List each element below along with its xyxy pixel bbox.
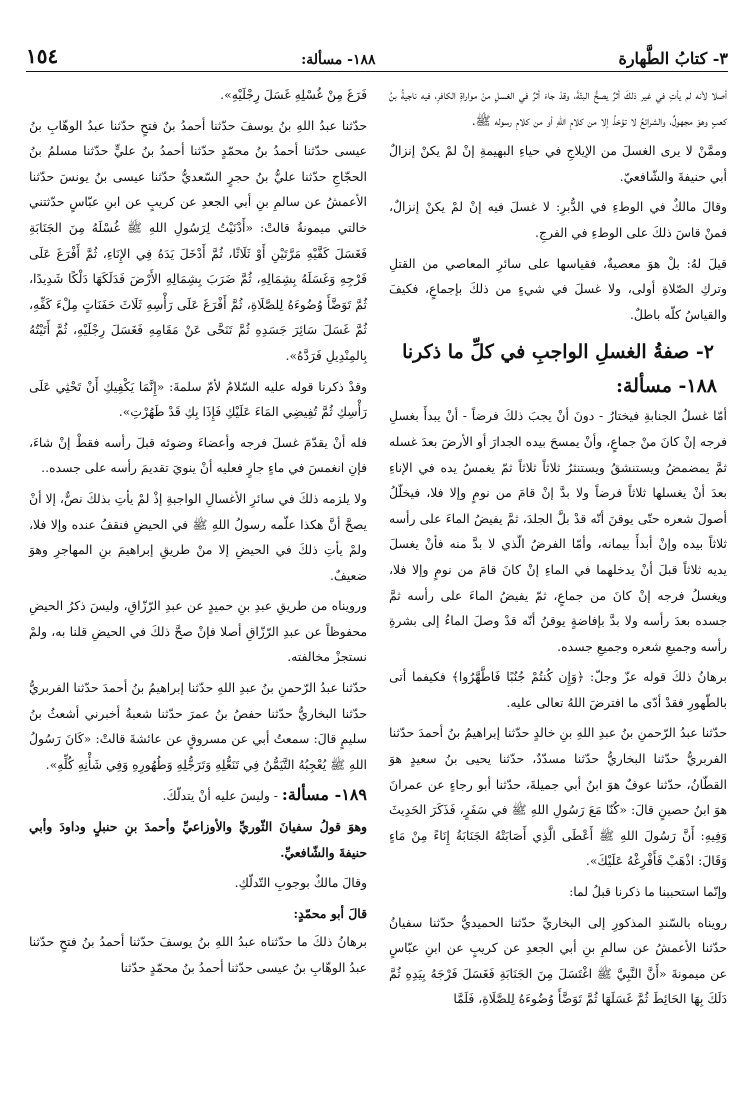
paragraph: برهانُ ذلكَ ما حدّثناه عبدُ اللهِ بنُ يوسفَ حدّثنا أحمدُ بنُ فتحٍ حدّثنا عبدُ الوهّابِ بنُ عيسى حدّثنا أحمدُ بنُ محمّدٍ حدّثنا	[29, 934, 367, 975]
paragraph: وممَّنْ لا يرى الغسلَ من الإيلاجِ في حياءِ البهيمةِ إنْ لمْ يكنْ إنزالٌ أبي حنيفةَ والشّافعيّ.	[389, 143, 727, 184]
book-title: ٣- كتابُ الطَّهارة	[618, 49, 728, 68]
paragraph: أمّا غسلُ الجنابةِ فيختارُ - دونَ أنْ يجبَ ذلكَ فرضاً - أنْ يبدأَ بغسلِ فرجه إنْ كانَ منْ جماعٍ، وأنْ يمسحَ بيده الجدارَ أو الأرضَ بعدَ غسله ثمَّ يمضمضُ ويستنشقُ ويستنثرُ ثلاثاً ثلاثاً ثمّ يغمسُ يده في الإناءِ بعدَ أنْ يغسلها ثلاثاً فرضاً ولا بدَّ إنْ قامَ من نومٍ وإلا فلا، فيخلّلُ أصولَ شعره حتّى يوقنَ أنّه قدْ بلَّ الجلدَ، ثمَّ يفيضُ الماءَ على رأسه ثلاثاً بيده وإنْ أبدأَ بيمانه، وأمّا الفرضُ الّذي لا بدَّ منه فأنْ يغسلَ يديه ثلاثاً قبلَ أنْ يدخلهما في الماءِ إنْ كانَ قامَ من نومٍ وإلا فلا، ويغسلُ فرجه إنْ كانَ من جماعٍ، ثمّ يفيضُ الماءَ على رأسه ثمَّ جسده بعدَ رأسه ولا بدَّ بإفاضةٍ يوقنُ أنّه قدْ وصلَ الماءُ إلى بشرةِ رأسه وجميعِ شعره وجميعِ جسده.	[389, 408, 727, 654]
masala-heading: ١٨٩- مسألة:	[281, 785, 367, 805]
paragraph: قالَ أبو محمّدٍ:	[293, 905, 367, 921]
section-heading: ٢- صفةُ الغسلِ الواجبِ في كلِّ ما ذكرنا	[402, 341, 714, 364]
masala-line	[29, 782, 367, 809]
paragraph: فَرَغَ مِنْ غُسْلِهِ غَسَلَ رِجْلَيْهِ».	[220, 87, 367, 102]
paragraph: رويناه بالسّندِ المذكورِ إلى البخاريِّ حدّثنا الحميديُّ حدّثنا سفيانُ حدّثنا الأعمشُ عن سالمِ بنِ أبي الجعدِ عن كريبٍ عن ابنِ عبّاسٍ عن ميمونةَ «أَنَّ النَّبِيَّ ﷺ اغْتَسَلَ مِنَ الجَنَابَةِ فَغَسَلَ فَرْجَهُ بِيَدِهِ ثُمَّ دَلَكَ بِهَا الحَائِطَ ثُمَّ غَسَلَهَا ثُمَّ تَوَضَّأَ وُضُوءَهُ لِلصَّلَاةِ، فَلَمَّا	[389, 914, 727, 1007]
header-masala: ١٨٨- مسألة:	[301, 52, 376, 68]
paragraph: فله أنْ يقدّمَ غسلَ فرجه وأعضاءَ وضوئه قبلَ رأسه فقطْ إنْ شاءَ، فإنِ انغمسَ في ماءٍ جارٍ فعليه أنْ ينويَ تقديمَ رأسه على جسده..	[29, 434, 367, 476]
page-header	[26, 40, 728, 72]
paragraph: قيلَ لهُ: بلْ هوَ معصيةٌ، فقياسها على سائرِ المعاصي من القتلِ وتركِ الصّلاةِ أولى، ولا غسلَ في شيءٍ من ذلكَ بإجماعٍ، فكيفَ والقياسُ كلّه باطلٌ.	[389, 255, 727, 322]
paragraph: أصلا لأنه لم يأتِ في غير ذلكَ أثرٌ يصحُّ البتّةَ، وقدْ جاءَ أثرٌ في الغسلِ منْ مواراةِ الكافرِ، فيه ناجيةُ بنُ كعبٍ وهوَ مجهولٌ، والشرائعُ لا تؤخذُ إلا من كلامِ اللهِ أو من كلامِ رسوله ﷺ.	[389, 87, 727, 128]
paragraph: ورويناه من طريقِ عبدِ بنِ حميدٍ عن عبدِ الرّزّاقِ، وليسَ ذكرُ الحيضِ محفوظاً عن عبدِ الرّزّاقِ أصلا فإنْ صحَّ ذلكَ في الحيضِ قلنا به، ولمْ نستجزْ مخالفته.	[29, 598, 367, 665]
page-number: ١٥٤	[26, 44, 59, 68]
masala-heading: ١٨٨- مسألة:	[615, 375, 717, 398]
paragraph: ولا يلزمه ذلكَ في سائرِ الأغسالِ الواجبةِ إذْ لمْ يأتِ بذلكَ نصٌّ، إلا أنْ يصحَّ أنَّ هكذا علّمه رسولُ اللهِ ﷺ في الحيضِ فنقفُ عنده وإلا فلا، ولمْ يأتِ ذلكَ في الحيضِ إلا منْ طريقِ إبراهيمَ بنِ المهاجرِ وهوَ ضعيفٌ.	[29, 490, 367, 583]
masala-text: - وليسَ عليه أنْ يتدلّكَ.	[162, 788, 278, 804]
paragraph: وقالَ مالكٌ في الوطءِ في الدُّبرِ: لا غسلَ فيه إنْ لمْ يكنْ إنزالٌ، فمنْ قاسَ ذلكَ على الوطءِ في الفرجِ.	[389, 199, 727, 240]
paragraph: وهوَ قولُ سفيانَ الثّوريِّ والأوزاعيِّ وأحمدَ بنِ حنبلٍ وداودَ وأبي حنيفةَ والشّافعيِّ.	[29, 819, 367, 860]
left-column	[29, 82, 367, 984]
paragraph: حدّثنا عبدُ الرّحمنِ بنُ عبدِ اللهِ بنِ خالدٍ حدّثنا إبراهيمُ بنُ أحمدَ حدّثنا الفربريُّ حدّثنا البخاريُّ حدّثنا مسدّدٌ، حدّثنا يحيى بنُ سعيدٍ هوَ القطّانُ، حدّثنا عوفٌ هوَ ابنُ أبي جميلةَ، حدّثنا أبو رجاءٍ عن عمرانَ هوَ ابنُ حصينٍ قالَ: «كُنّا مَعَ رَسُولِ اللهِ ﷺ في سَفَرٍ، فَذَكَرَ الحَدِيثَ وَفِيهِ: أَنَّ رَسُولَ اللهِ ﷺ أَعْطَى الَّذِي أَصَابَتْهُ الجَنَابَةُ إِنَاءً مِنْ مَاءٍ وَقَالَ: اذْهَبْ فَأَفْرِغْهُ عَلَيْكَ».	[389, 725, 727, 869]
paragraph: وقالَ مالكٌ بوجوبِ التّدلّكِ.	[234, 875, 367, 891]
paragraph: برهانُ ذلكَ قوله عزّ وجلّ: ﴿وَإِن كُنتُمْ جُنُبًا فَاطَّهَّرُوا﴾ فكيفما أتى بالطّهورِ فقدْ أدّى ما افترضَ اللهُ تعالى عليه.	[389, 669, 727, 710]
right-column	[389, 82, 727, 1015]
paragraph: حدّثنا عبدُ الرّحمنِ بنُ عبدِ اللهِ حدّثنا إبراهيمُ بنُ أحمدَ حدّثنا الفربريُّ حدّثنا البخاريُّ حدّثنا حفصُ بنُ عمرَ حدّثنا شعبةُ أخبرني أشعثُ بنُ سليمٍ قالَ: سمعتُ أبي عن مسروقٍ عن عائشةَ قالتْ: «كَانَ رَسُولُ اللهِ ﷺ يُعْجِبُهُ التَّيَمُّنُ فِي تَنَعُّلِهِ وَتَرَجُّلِهِ وَطُهُورِهِ وَفِي شَأْنِهِ كُلِّهِ».	[29, 680, 367, 772]
paragraph: وقدْ ذكرنا قوله عليه السّلامُ لأمّ سلمةَ: «إِنَّمَا يَكْفِيكِ أَنْ تَحْثِي عَلَى رَأْسِكِ ثُمَّ تُفِيضِي المَاءَ عَلَيْكِ فَإِذَا بِكِ قَدْ طَهُرْتِ».	[29, 378, 367, 420]
paragraph: حدّثنا عبدُ اللهِ بنُ يوسفَ حدّثنا أحمدُ بنُ فتحٍ حدّثنا عبدُ الوهّابِ بنُ عيسى حدّثنا أحمدُ بنُ محمّدٍ حدّثنا أحمدُ بنُ عليٍّ حدّثنا مسلمُ بنُ الحجّاجِ حدّثنا عليُّ بنُ حجرٍ السّعديُّ حدّثنا عيسى بنُ يونسَ حدّثنا الأعمشُ عن سالمِ بنِ أبي الجعدِ عن كريبٍ عن ابنِ عبّاسٍ حدّثتني خالتي ميمونةُ قالتْ: «أَدْنَيْتُ لِرَسُولِ اللهِ ﷺ غُسْلَهُ مِنَ الجَنَابَةِ فَغَسَلَ كَفَّيْهِ مَرَّتَيْنِ أَوْ ثَلَاثًا، ثُمَّ أَدْخَلَ يَدَهُ فِي الإِنَاءِ، ثُمَّ أَفْرَغَ عَلَى فَرْجِهِ وَغَسَلَهُ بِشِمَالِهِ، ثُمَّ ضَرَبَ بِشِمَالِهِ الأَرْضَ فَدَلَكَهَا دَلْكًا شَدِيدًا، ثُمَّ تَوَضَّأَ وُضُوءَهُ لِلصَّلَاةِ، ثُمَّ أَفْرَغَ عَلَى رَأْسِهِ ثَلَاثَ حَفَنَاتٍ مِلْءَ كَفِّهِ، ثُمَّ غَسَلَ سَائِرَ جَسَدِهِ ثُمَّ تَنَحَّى عَنْ مَقَامِهِ فَغَسَلَ رِجْلَيْهِ، ثُمَّ أَتَيْتُهُ بِالمِنْدِيلِ فَرَدَّهُ».	[29, 117, 367, 363]
paragraph: وإنّما استحببنا ما ذكرنا قبلُ لما:	[569, 884, 727, 900]
